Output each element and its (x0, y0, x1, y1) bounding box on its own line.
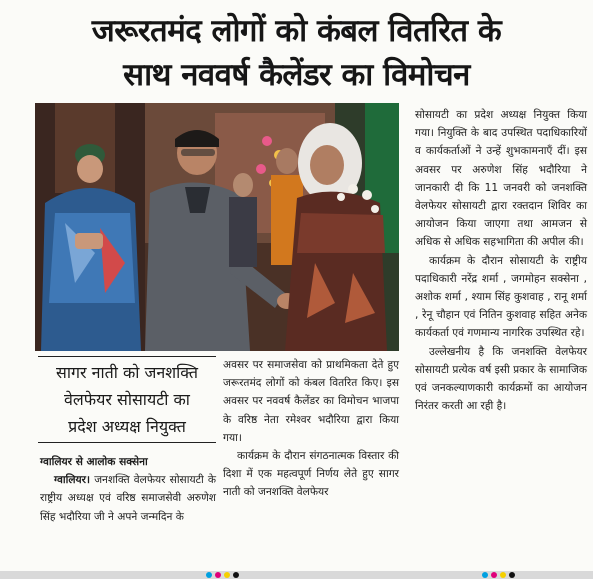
article-column-1 (40, 453, 216, 526)
registration-dot (224, 572, 230, 578)
dateline: ग्वालियर से आलोक सक्सेना (40, 456, 148, 468)
news-photo (35, 103, 399, 351)
photo-illustration (35, 103, 399, 351)
article-column-2 (223, 356, 399, 502)
subheadline-box (38, 356, 216, 443)
headline-line-1: जरूरतमंद लोगों को कंबल वितरित के (91, 13, 502, 49)
headline-line-2: साथ नववर्ष कैलेंडर का विमोचन (123, 57, 470, 93)
article-column-3 (415, 106, 587, 415)
column-1-text: जनशक्ति वेलफेयर सोसायटी के राष्ट्रीय अध्यक्ष एवं वरिष्ठ समाजसेवी अरुणेश सिंह भदौरिया जी ने अपने जन्मदिन के (40, 474, 216, 523)
registration-dot (509, 572, 515, 578)
subheadline-line-3: प्रदेश अध्यक्ष नियुक्त (68, 417, 186, 436)
subheadline-line-2: वेलफेयर सोसायटी का (64, 390, 190, 409)
column-2-paragraph-2: कार्यक्रम के दौरान संगठनात्मक विस्तार की दिशा में एक महत्वपूर्ण निर्णय लेते हुए सागर नाती को जनशक्ति वेलफेयर (223, 450, 399, 499)
column-3-paragraph-2: कार्यक्रम के दौरान सोसायटी के राष्ट्रीय पदाधिकारी नरेंद्र शर्मा , जगमोहन सक्सेना , अशोक शर्मा , श्याम सिंह कुशवाह , रानू शर्मा , रेनू चौहान एवं नितिन कुशवाह सहित अनेक कार्यकर्ता एवं गणमान्य नागरिक उपस्थित रहे। (415, 254, 587, 340)
column-3-paragraph-1: सोसायटी का प्रदेश अध्यक्ष नियुक्त किया गया। नियुक्ति के बाद उपस्थित पदाधिकारियों व कार्यकर्ताओं ने उन्हें शुभकामनाएँ दीं। इस अवसर पर अरुणेश सिंह भदौरिया ने जानकारी दी कि 11 जनवरी को जनशक्ति वेलफेयर सोसायटी द्वारा रक्तदान शिविर का आयोजन किया जाएगा तथा आमजन से अधिक से अधिक सहभागिता की अपील की। (415, 109, 587, 249)
registration-dot (500, 572, 506, 578)
lead-place: ग्वालियर। (54, 474, 91, 487)
registration-dot (491, 572, 497, 578)
registration-dot (215, 572, 221, 578)
registration-dot (482, 572, 488, 578)
subheadline-line-1: सागर नाती को जनशक्ति (56, 363, 198, 382)
registration-dot (233, 572, 239, 578)
column-2-paragraph-1: अवसर पर समाजसेवा को प्राथमिकता देते हुए जरूरतमंद लोगों को कंबल वितरित किए। इस अवसर पर नववर्ष कैलेंडर का विमोचन भाजपा के वरिष्ठ नेता रमेश्वर भदौरिया द्वारा किया गया। (223, 359, 399, 444)
column-3-paragraph-3: उल्लेखनीय है कि जनशक्ति वेलफेयर सोसायटी प्रत्येक वर्ष इसी प्रकार के सामाजिक एवं जनकल्याणकारी कार्यक्रमों का आयोजन निरंतर करती आ रही है। (415, 345, 587, 413)
registration-dot (206, 572, 212, 578)
